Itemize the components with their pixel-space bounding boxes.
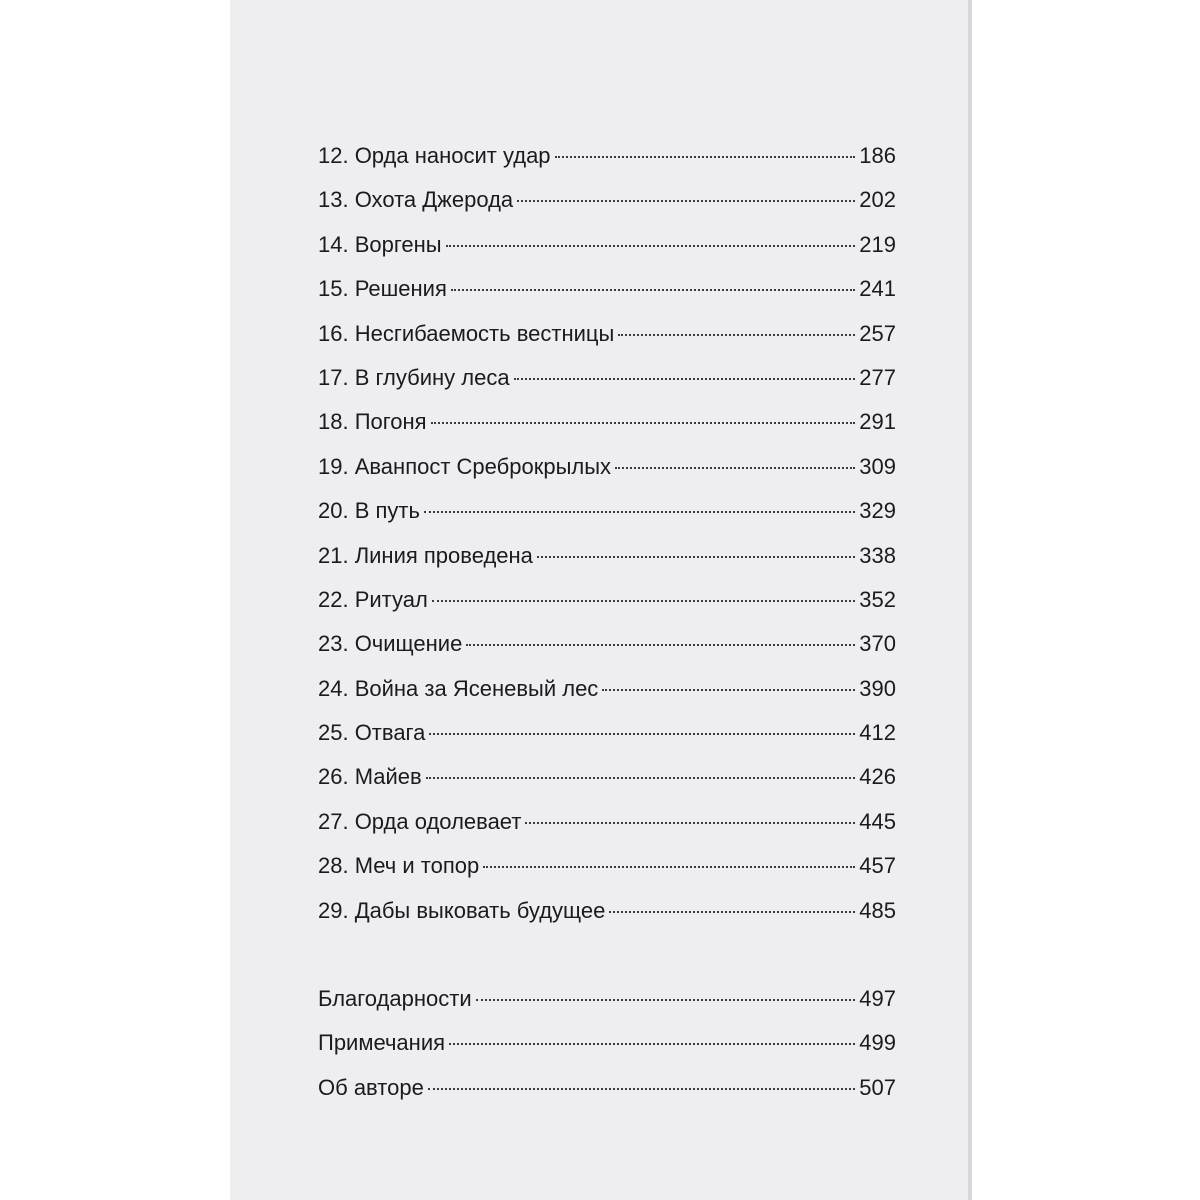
dot-leader <box>615 467 855 469</box>
toc-entry <box>318 223 896 267</box>
toc-entry-title: 27. Орда одолевает <box>318 808 522 834</box>
toc-section-gap <box>318 933 896 977</box>
page-edge <box>968 0 972 1200</box>
dot-leader <box>449 1043 855 1045</box>
toc-entry-title: Примечания <box>318 1030 446 1056</box>
toc-entry-title: 23. Очищение <box>318 631 463 657</box>
toc-entry-title: 29. Дабы выковать будущее <box>318 897 606 923</box>
toc-entry <box>318 312 896 356</box>
dot-leader <box>429 733 855 735</box>
dot-leader <box>426 777 856 779</box>
toc-entry <box>318 755 896 799</box>
toc-entry-title: 28. Меч и топор <box>318 853 480 879</box>
toc-entry-page: 219 <box>859 231 896 257</box>
toc-entry <box>318 267 896 311</box>
toc-entry-title: Об авторе <box>318 1074 424 1100</box>
toc-entry-page: 291 <box>859 409 896 435</box>
dot-leader <box>609 911 855 913</box>
dot-leader <box>618 334 855 336</box>
dot-leader <box>424 511 855 513</box>
dot-leader <box>525 822 855 824</box>
toc-entry <box>318 844 896 888</box>
toc-entry-page: 241 <box>859 276 896 302</box>
toc-entry <box>318 534 896 578</box>
toc-entry-page: 485 <box>859 897 896 923</box>
toc-back-matter-entry <box>318 1021 896 1065</box>
toc-entry-title: 25. Отвага <box>318 720 426 746</box>
toc-entry-page: 352 <box>859 586 896 612</box>
toc-entry <box>318 489 896 533</box>
toc-entry-page: 445 <box>859 808 896 834</box>
toc-entry-page: 277 <box>859 364 896 390</box>
toc-entry-title: 26. Майев <box>318 764 422 790</box>
dot-leader <box>466 644 855 646</box>
toc-entry-page: 338 <box>859 542 896 568</box>
toc-entry <box>318 622 896 666</box>
toc-entry <box>318 356 896 400</box>
dot-leader <box>451 289 855 291</box>
toc-entry-page: 412 <box>859 720 896 746</box>
toc-entry-title: 17. В глубину леса <box>318 364 510 390</box>
toc-entry <box>318 445 896 489</box>
dot-leader <box>483 866 855 868</box>
toc-back-matter-entry <box>318 1066 896 1110</box>
toc-entry-page: 257 <box>859 320 896 346</box>
toc-entry <box>318 711 896 755</box>
toc-entry-title: 12. Орда наносит удар <box>318 143 551 168</box>
toc-entry-page: 426 <box>859 764 896 790</box>
dot-leader <box>514 378 856 380</box>
toc-entry-title: 20. В путь <box>318 498 420 524</box>
toc-entry <box>318 134 896 178</box>
toc-back-matter-entry <box>318 977 896 1021</box>
toc-entry-page: 457 <box>859 853 896 879</box>
toc-entry-title: 13. Охота Джерода <box>318 187 514 213</box>
dot-leader <box>432 600 855 602</box>
toc-entry <box>318 800 896 844</box>
dot-leader <box>555 156 856 158</box>
toc-entry-page: 499 <box>859 1030 896 1056</box>
table-of-contents <box>318 134 896 1110</box>
toc-entry-title: 15. Решения <box>318 276 447 302</box>
toc-entry-page: 390 <box>859 675 896 701</box>
toc-entry-page: 329 <box>859 498 896 524</box>
dot-leader <box>428 1088 855 1090</box>
dot-leader <box>602 689 855 691</box>
toc-entry-title: 16. Несгибаемость вестницы <box>318 320 615 346</box>
toc-entry <box>318 578 896 622</box>
toc-entry-page: 507 <box>859 1074 896 1100</box>
toc-entry-title: 21. Линия проведена <box>318 542 533 568</box>
toc-entry-title: 24. Война за Ясеневый лес <box>318 675 599 701</box>
toc-entry-title: 22. Ритуал <box>318 586 428 612</box>
toc-entry-title: 18. Погоня <box>318 409 427 435</box>
toc-entry-page: 186 <box>859 143 896 168</box>
toc-entry <box>318 667 896 711</box>
toc-entry-page: 309 <box>859 453 896 479</box>
toc-entry-title: Благодарности <box>318 986 472 1012</box>
toc-entry-page: 370 <box>859 631 896 657</box>
toc-entry <box>318 889 896 933</box>
toc-entry-title: 14. Воргены <box>318 231 442 257</box>
toc-entry-page: 202 <box>859 187 896 213</box>
toc-entry-page: 497 <box>859 986 896 1012</box>
dot-leader <box>446 245 856 247</box>
dot-leader <box>476 999 856 1001</box>
toc-entry <box>318 178 896 222</box>
toc-entry <box>318 400 896 444</box>
dot-leader <box>517 200 855 202</box>
dot-leader <box>537 556 855 558</box>
toc-entry-title: 19. Аванпост Среброкрылых <box>318 453 612 479</box>
dot-leader <box>431 422 856 424</box>
